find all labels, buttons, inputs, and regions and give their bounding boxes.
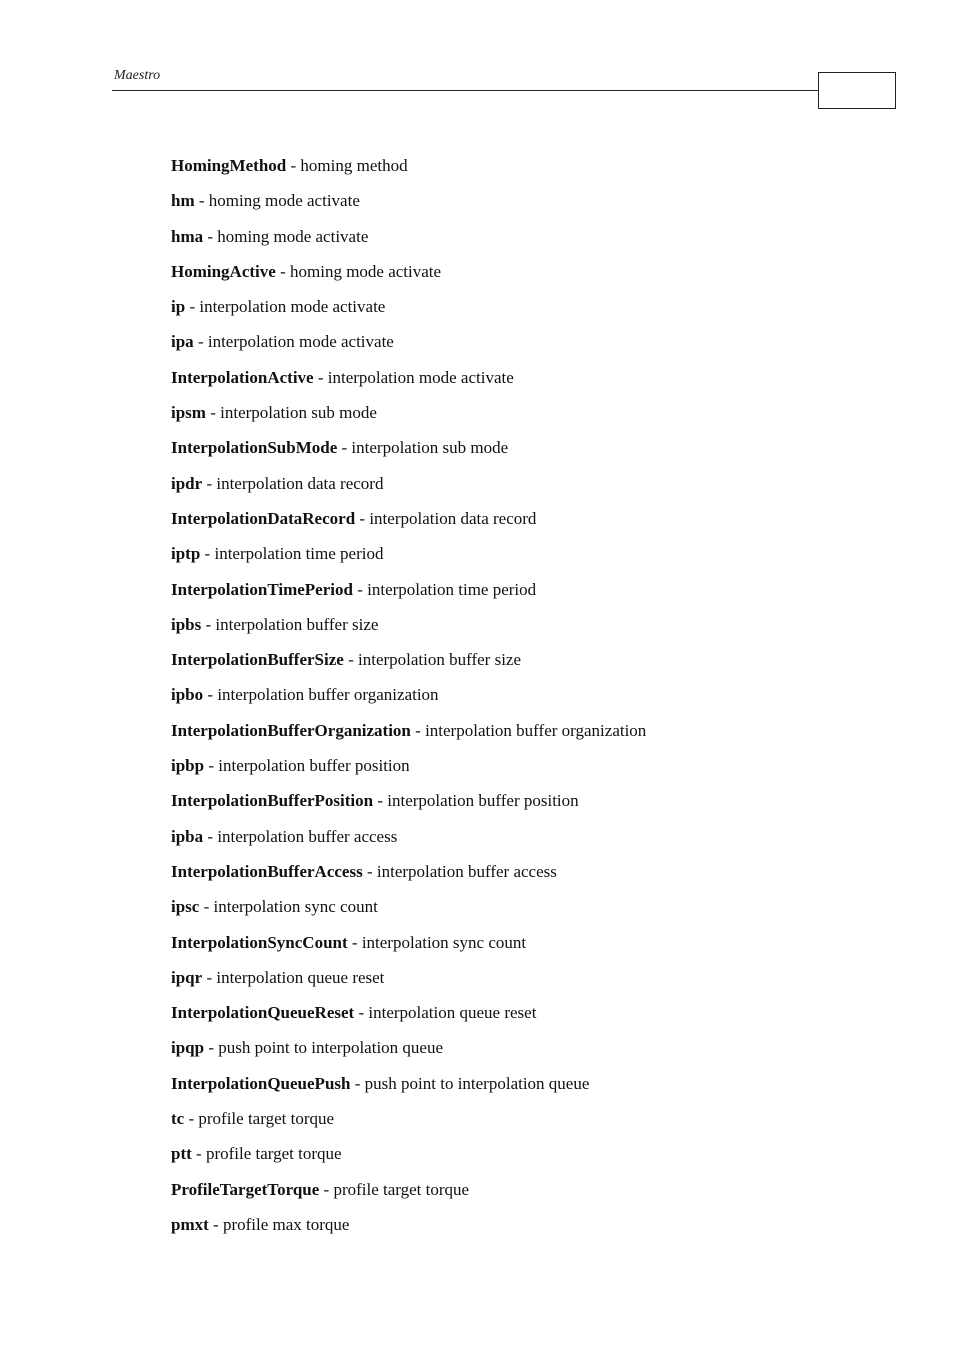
entry-description: profile max torque <box>222 1214 350 1234</box>
entry-description: homing mode activate <box>290 261 442 281</box>
entry-term: InterpolationQueueReset <box>171 1003 355 1023</box>
entry-term: ipsc <box>171 897 200 917</box>
list-item <box>171 541 891 576</box>
list-item <box>171 365 891 400</box>
list-item <box>171 294 891 329</box>
entry-separator: - <box>355 508 370 528</box>
entry-separator: - <box>200 544 215 564</box>
entry-term: ipbo <box>171 685 204 705</box>
list-item <box>171 718 891 753</box>
entry-term: HomingMethod <box>171 156 287 175</box>
entry-separator: - <box>286 156 301 175</box>
list-item <box>171 965 891 1000</box>
entry-separator: - <box>275 261 290 281</box>
entry-term: ipa <box>171 332 194 352</box>
entry-separator: - <box>347 932 362 952</box>
entry-description: interpolation buffer access <box>376 861 557 881</box>
list-item <box>171 1141 891 1176</box>
entry-description: interpolation queue reset <box>368 1003 537 1023</box>
entry-separator: - <box>352 579 368 599</box>
entry-term: InterpolationActive <box>171 367 314 387</box>
entry-separator: - <box>204 756 219 776</box>
header-title: Maestro <box>114 68 161 83</box>
list-item <box>171 506 891 541</box>
entry-term: hm <box>171 191 195 211</box>
list-item <box>171 153 891 188</box>
list-item <box>171 930 891 965</box>
list-item <box>171 682 891 717</box>
entry-description: profile target torque <box>205 1144 342 1164</box>
list-item <box>171 612 891 647</box>
entry-separator: - <box>185 297 200 317</box>
entry-separator: - <box>337 438 352 458</box>
entry-description: profile target torque <box>198 1109 335 1129</box>
entry-description: interpolation buffer size <box>358 650 522 670</box>
entry-separator: - <box>205 403 221 423</box>
entry-separator: - <box>202 473 217 493</box>
entry-separator: - <box>313 367 328 387</box>
entry-term: HomingActive <box>171 261 276 281</box>
entry-separator: - <box>319 1179 334 1199</box>
entry-description: interpolation buffer organization <box>425 720 647 740</box>
list-item <box>171 1177 891 1212</box>
entry-term: ipbp <box>171 756 205 776</box>
entry-description: interpolation mode activate <box>199 297 386 317</box>
entry-term: InterpolationBufferSize <box>171 650 344 670</box>
entry-separator: - <box>201 614 216 634</box>
entry-description: homing mode activate <box>208 191 360 211</box>
entry-description: interpolation sync count <box>361 932 527 952</box>
entry-separator: - <box>350 1073 365 1093</box>
entry-term: ipqr <box>171 967 203 987</box>
entry-separator: - <box>199 897 214 917</box>
list-item <box>171 859 891 894</box>
entry-separator: - <box>193 332 208 352</box>
header-rule <box>112 90 818 91</box>
entry-term: InterpolationBufferPosition <box>171 791 374 811</box>
list-item <box>171 471 891 506</box>
entry-description: interpolation data record <box>369 508 537 528</box>
entry-term: hma <box>171 226 204 246</box>
entry-description: interpolation sync count <box>213 897 378 917</box>
list-item <box>171 400 891 435</box>
entry-separator: - <box>208 1214 223 1234</box>
entry-term: InterpolationSyncCount <box>171 932 348 952</box>
entry-term: iptp <box>171 544 201 564</box>
entry-list <box>171 153 891 1247</box>
list-item <box>171 329 891 364</box>
entry-term: tc <box>171 1109 185 1129</box>
entry-description: interpolation buffer organization <box>217 685 439 705</box>
entry-description: interpolation time period <box>214 544 384 564</box>
entry-description: interpolation mode activate <box>207 332 394 352</box>
entry-description: profile target torque <box>333 1179 470 1199</box>
entry-description: push point to interpolation queue <box>364 1073 590 1093</box>
list-item <box>171 1035 891 1070</box>
list-item <box>171 753 891 788</box>
entry-separator: - <box>373 791 388 811</box>
entry-term: ptt <box>171 1144 192 1164</box>
page-number-box <box>818 72 896 109</box>
entry-term: ipsm <box>171 403 206 423</box>
entry-description: homing mode activate <box>217 226 369 246</box>
list-item <box>171 1106 891 1141</box>
entry-term: InterpolationQueuePush <box>171 1073 351 1093</box>
entry-separator: - <box>354 1003 369 1023</box>
entry-term: InterpolationBufferAccess <box>171 861 363 881</box>
entry-description: interpolation queue reset <box>216 967 385 987</box>
list-item <box>171 224 891 259</box>
entry-separator: - <box>191 1144 206 1164</box>
entry-separator: - <box>204 1038 219 1058</box>
list-item <box>171 1071 891 1106</box>
entry-description: interpolation sub mode <box>351 438 509 458</box>
entry-description: interpolation mode activate <box>327 367 514 387</box>
entry-separator: - <box>203 226 218 246</box>
entry-term: InterpolationDataRecord <box>171 508 356 528</box>
list-item <box>171 259 891 294</box>
entry-term: pmxt <box>171 1214 209 1234</box>
list-item <box>171 435 891 470</box>
entry-term: ipdr <box>171 473 203 493</box>
entry-term: ipqp <box>171 1038 205 1058</box>
entry-term: ipbs <box>171 614 202 634</box>
entry-term: ipba <box>171 826 204 846</box>
entry-description: interpolation time period <box>367 579 537 599</box>
entry-separator: - <box>184 1109 199 1129</box>
list-item <box>171 788 891 823</box>
entry-description: interpolation sub mode <box>220 403 377 423</box>
list-item <box>171 1212 891 1247</box>
entry-separator: - <box>203 685 218 705</box>
entry-separator: - <box>343 650 358 670</box>
list-item <box>171 188 891 223</box>
entry-term: InterpolationTimePeriod <box>171 579 353 599</box>
entry-description: interpolation buffer position <box>387 791 579 811</box>
list-item <box>171 577 891 612</box>
list-item <box>171 647 891 682</box>
entry-term: InterpolationBufferOrganization <box>171 720 411 740</box>
entry-description: homing method <box>300 156 408 175</box>
entry-separator: - <box>203 826 218 846</box>
entry-description: interpolation buffer access <box>217 826 398 846</box>
entry-description: interpolation data record <box>216 473 384 493</box>
entry-description: interpolation buffer size <box>215 614 379 634</box>
entry-description: interpolation buffer position <box>218 756 410 776</box>
entry-separator: - <box>202 967 217 987</box>
entry-separator: - <box>194 191 209 211</box>
entry-description: push point to interpolation queue <box>218 1038 444 1058</box>
list-item <box>171 894 891 929</box>
entry-separator: - <box>410 720 426 740</box>
entry-term: InterpolationSubMode <box>171 438 338 458</box>
entry-term: ip <box>171 297 186 317</box>
list-item <box>171 824 891 859</box>
entry-separator: - <box>362 861 377 881</box>
entry-term: ProfileTargetTorque <box>171 1179 320 1199</box>
list-item <box>171 1000 891 1035</box>
